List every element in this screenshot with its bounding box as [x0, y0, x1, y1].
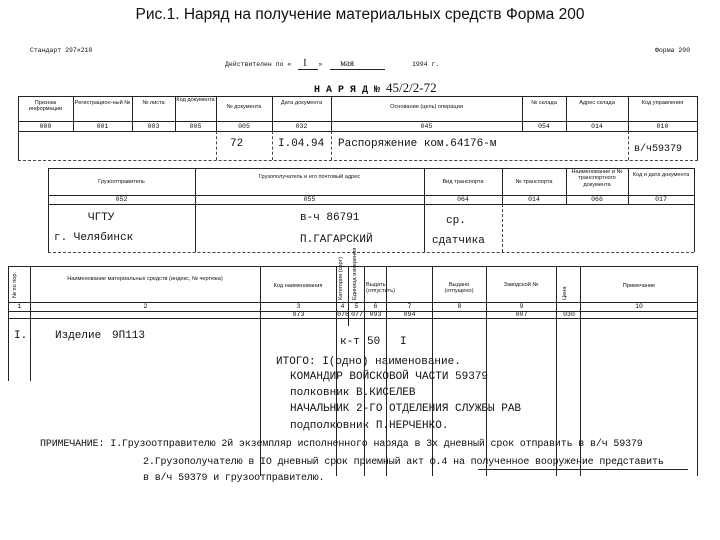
- header-doc-code: Код документа: [176, 97, 215, 103]
- header-unit: Единица измерения: [352, 247, 358, 300]
- column-code: 094: [403, 311, 416, 318]
- column-code: 030: [563, 311, 575, 318]
- column-number: 2: [143, 303, 148, 310]
- header-doc-date: Дата документа: [280, 100, 323, 106]
- header-item-name: Наименование материальных средств (индекс, № чертежа): [67, 276, 223, 282]
- header-warehouse-number: № склада: [531, 100, 557, 106]
- column-number: 3: [296, 303, 301, 310]
- header-management-code: Код управления: [641, 100, 684, 106]
- code-cell: 066: [591, 196, 603, 203]
- note-line-2: 2.Грузополучателю в IO дневный срок приемный акт ф.4 на полученное вооружение представить: [143, 457, 664, 468]
- code-cell: 010: [656, 123, 669, 130]
- header-issued: Выдано (отпущено): [444, 282, 474, 295]
- code-cell: 005: [238, 123, 250, 130]
- management-value: в/ч59379: [634, 144, 683, 155]
- doc-number-value: 72: [230, 138, 244, 150]
- header-num: № по пор.: [12, 271, 18, 298]
- column-number: 1: [17, 303, 22, 310]
- header-doc-code-date: Код и дата документа: [632, 172, 690, 178]
- figure-title: Рис.1. Наряд на получение материальных средств Форма 200: [135, 6, 585, 23]
- header-basis: Основание (цель) операции: [390, 104, 463, 110]
- commander-title: КОМАНДИР ВОЙСКОВОЙ ЧАСТИ 59379: [290, 371, 489, 383]
- basis-value: Распоряжение ком.64176-м: [338, 138, 497, 150]
- receiver-location: П.ГАГАРСКИЙ: [300, 234, 373, 246]
- order-title: [314, 80, 437, 96]
- header-reg-number: Регистрацион-ный №: [74, 100, 131, 106]
- header-category: Категория (сорт): [338, 257, 344, 300]
- code-cell: 005: [189, 123, 202, 130]
- receiver-unit: в-ч 86791: [300, 212, 360, 224]
- code-cell: 032: [295, 123, 308, 130]
- total-line: ИТОГО: I(одно) наименование.: [276, 356, 461, 368]
- code-cell: 052: [115, 196, 128, 203]
- item-qty: I: [400, 336, 407, 348]
- code-cell: 017: [655, 196, 667, 203]
- validity-day: I: [303, 58, 307, 69]
- header-factory-number: Заводской №: [503, 282, 539, 288]
- transport-type-value-2: сдатчика: [432, 235, 485, 247]
- header-transport-number: № транспорта: [515, 179, 553, 185]
- code-cell: 001: [96, 123, 109, 130]
- header-sender: Грузоотправитель: [98, 179, 145, 185]
- code-cell: 045: [420, 123, 433, 130]
- transport-type-value: ср.: [446, 215, 466, 227]
- column-number: 10: [635, 303, 643, 310]
- validity-month: мая: [340, 58, 355, 68]
- chief-signature: подполковник П.НЕРЧЕНКО.: [290, 420, 449, 432]
- validity-line: [225, 60, 439, 68]
- column-code: 007: [515, 311, 528, 318]
- header-note: Примечание: [622, 283, 656, 289]
- code-cell: 000: [39, 123, 52, 130]
- header-warehouse-address: Адрес склада: [579, 100, 615, 106]
- code-cell: 014: [591, 123, 603, 130]
- header-info-sign: Признак информации: [28, 100, 63, 113]
- code-cell: 054: [538, 123, 550, 130]
- column-code: 073: [292, 311, 305, 318]
- code-cell: 014: [528, 196, 540, 203]
- validity-year: 1994: [411, 61, 428, 68]
- code-cell: 003: [147, 123, 160, 130]
- row-number: I.: [14, 330, 28, 342]
- code-cell: 055: [303, 196, 316, 203]
- commander-signature: полковник В.КИСЕЛЕВ: [290, 387, 416, 399]
- sender-name: ЧГТУ: [88, 212, 115, 224]
- column-code: 093: [369, 311, 382, 318]
- column-number: 9: [519, 303, 524, 310]
- header-qty: Выдать (отпустить): [366, 282, 395, 295]
- validity-sep: »: [318, 61, 323, 68]
- header-transport-type: Вид транспорта: [442, 179, 484, 185]
- item-unit: к-т: [340, 336, 360, 348]
- header-doc-number: № документа: [226, 104, 262, 110]
- column-code: 077: [351, 311, 363, 318]
- note-line-3: в в/ч 59379 и грузоотправителю.: [143, 473, 325, 484]
- column-number: 4: [340, 303, 345, 310]
- validity-suffix: г.: [431, 61, 440, 68]
- column-code: 076: [337, 311, 349, 318]
- column-number: 5: [354, 303, 359, 310]
- header-price: Цена: [562, 286, 568, 300]
- header-receiver: Грузополучатель и его почтовый адрес: [258, 174, 361, 180]
- validity-prefix: Действителен по «: [225, 61, 292, 68]
- column-number: 6: [373, 303, 378, 310]
- chief-title: НАЧАЛЬНИК 2-ГО ОТДЕЛЕНИЯ СЛУЖБЫ РАВ: [290, 403, 522, 415]
- column-number: 8: [457, 303, 462, 310]
- standard-label: Стандарт 297✕210: [30, 47, 93, 54]
- header-sheet-number: № листа: [142, 100, 165, 106]
- form-number: Форма 200: [655, 47, 691, 54]
- item-name: 9П113: [112, 330, 146, 342]
- code-cell: 064: [457, 196, 469, 203]
- sender-city: г. Челябинск: [54, 232, 134, 244]
- column-number: 7: [407, 303, 412, 310]
- doc-date-value: I.04.94: [278, 138, 325, 150]
- item-prefix: Изделие: [55, 330, 102, 342]
- note-line-1: ПРИМЕЧАНИЕ: I.Грузоотправителю 2й экземпляр исполненного наряда в 3х дневный срок отправить в в/ч 59379: [40, 439, 643, 450]
- header-item-code: Код наименования: [273, 283, 323, 289]
- item-unit-code: 50: [367, 336, 381, 348]
- order-number: 45/2/2-72: [386, 80, 437, 95]
- order-label: Н А Р Я Д №: [314, 85, 381, 96]
- header-transport-doc: Наименование и № транспортного документа: [571, 169, 623, 188]
